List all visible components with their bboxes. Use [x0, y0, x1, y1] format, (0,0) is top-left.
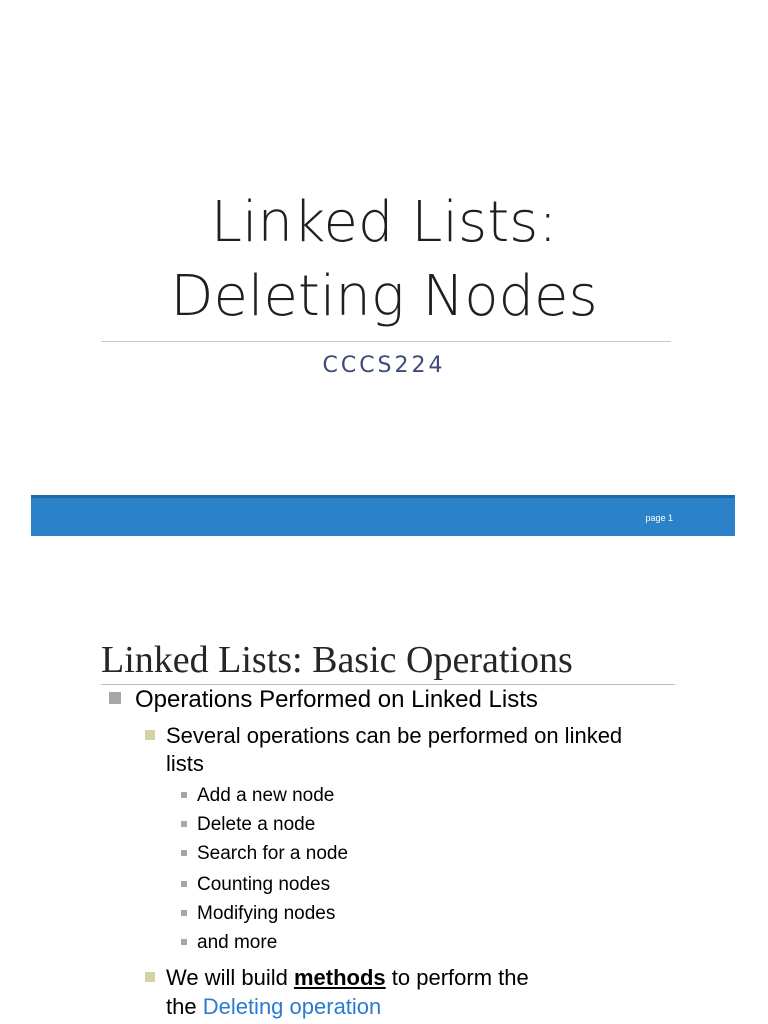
square-bullet-icon	[181, 821, 187, 827]
title-divider	[101, 341, 671, 342]
bullet-level2-text-suffix: to perform the	[385, 965, 529, 990]
content-title-divider	[101, 684, 675, 685]
square-bullet-icon	[109, 692, 121, 704]
bullet-level2-text: Several operations can be performed on linked	[166, 723, 623, 748]
slide-title	[0, 186, 768, 334]
list-item-text: Modifying nodes	[197, 903, 336, 924]
deleting-operation-link[interactable]: Deleting operation	[202, 994, 382, 1019]
content-slide	[0, 540, 768, 1024]
slide-subtitle: CCCS224	[322, 353, 446, 378]
list-item-text: Delete a node	[197, 814, 316, 835]
square-bullet-icon	[181, 881, 187, 887]
square-bullet-icon	[145, 972, 155, 982]
list-item-text: Search for a node	[197, 843, 349, 864]
continuation-prefix: the	[166, 994, 203, 1019]
slide-title-line1: Linked Lists:	[210, 190, 558, 255]
emphasis-methods: methods	[293, 965, 386, 990]
square-bullet-icon	[181, 850, 187, 856]
square-bullet-icon	[181, 792, 187, 798]
square-bullet-icon	[181, 910, 187, 916]
list-item-text: and more	[197, 932, 278, 953]
content-slide-title: Linked Lists: Basic Operations	[101, 639, 573, 681]
list-item	[181, 874, 330, 896]
list-item	[181, 843, 348, 865]
square-bullet-icon	[181, 939, 187, 945]
bullet-level1	[109, 686, 538, 714]
list-item	[181, 814, 315, 836]
bullet-level2-continuation: lists	[166, 751, 204, 776]
list-item-text: Add a new node	[197, 785, 335, 806]
list-item	[181, 785, 334, 807]
list-item	[181, 903, 335, 925]
bullet-level2	[145, 721, 622, 751]
footer-bar	[31, 495, 735, 536]
bullet-level2-continuation	[166, 994, 381, 1020]
page-number: page 1	[645, 513, 673, 523]
square-bullet-icon	[145, 730, 155, 740]
bullet-level2	[145, 963, 529, 993]
list-item	[181, 932, 277, 954]
bullet-level2-text-prefix: We will build	[166, 965, 294, 990]
list-item-text: Counting nodes	[197, 874, 331, 895]
bullet-level1-text: Operations Performed on Linked Lists	[135, 686, 538, 713]
slide-title-line2: Deleting Nodes	[170, 264, 598, 329]
